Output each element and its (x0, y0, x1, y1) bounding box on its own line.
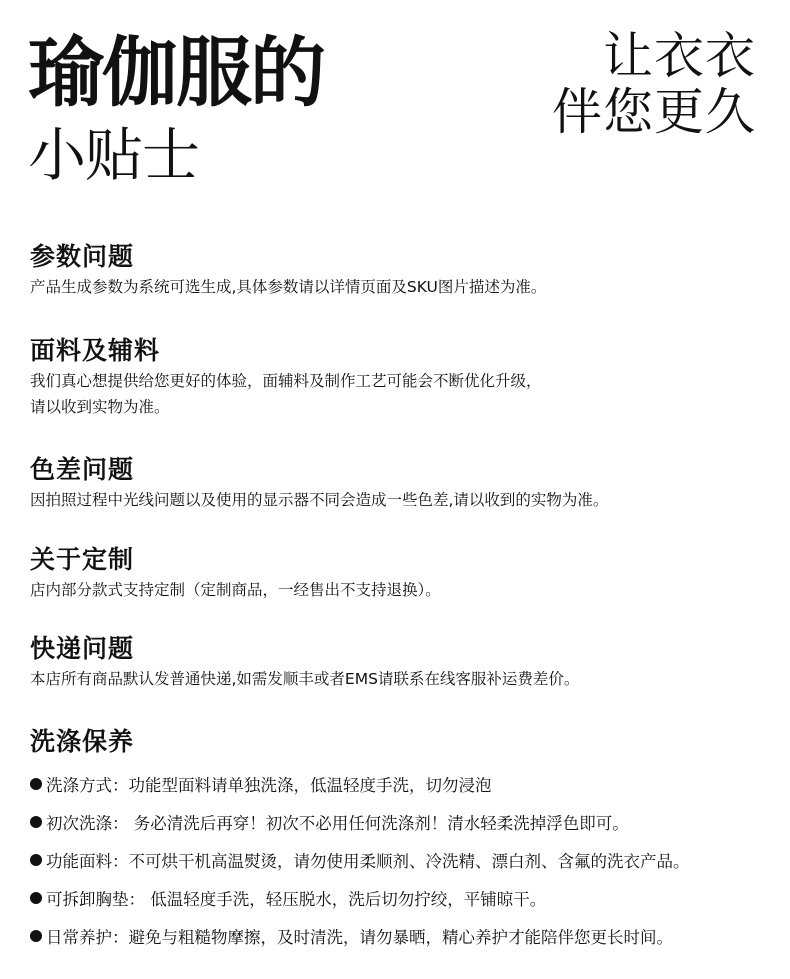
section-fabric (30, 334, 770, 420)
list-item (30, 803, 770, 841)
section-text: 本店所有商品默认发普通快递,如需发顺丰或者EMS请联系在线客服补运费差价。 (30, 670, 580, 688)
section-heading: 参数问题 (30, 242, 135, 271)
page-subtitle: 小贴士 (28, 121, 200, 189)
bullet-icon (30, 778, 42, 790)
section-customization (30, 543, 770, 603)
section-heading: 快递问题 (30, 634, 135, 663)
section-text: 店内部分款式支持定制（定制商品，一经售出不支持退换）。 (30, 581, 441, 599)
bullet-icon (30, 930, 42, 942)
section-parameters (30, 240, 770, 300)
bullet-icon (30, 892, 42, 904)
section-text: 请以收到实物为准。 (30, 398, 170, 416)
bullet-icon (30, 854, 42, 866)
care-list (30, 765, 770, 955)
care-item-text: 功能面料：不可烘干机高温熨烫，请勿使用柔顺剂、冷洗精、漂白剂、含氟的洗衣产品。 (46, 852, 690, 871)
section-text: 产品生成参数为系统可选生成,具体参数请以详情页面及SKU图片描述为准。 (30, 278, 547, 296)
section-heading: 关于定制 (30, 545, 135, 574)
section-heading: 洗涤保养 (30, 727, 135, 756)
list-item (30, 879, 770, 917)
care-item-text: 洗涤方式：功能型面料请单独洗涤，低温轻度手洗，切勿浸泡 (46, 776, 492, 795)
page-title: 瑜伽服的 (28, 28, 324, 117)
section-heading: 色差问题 (30, 455, 135, 484)
section-color-difference (30, 453, 770, 513)
list-item (30, 841, 770, 879)
section-heading: 面料及辅料 (30, 336, 161, 365)
section-shipping (30, 632, 770, 692)
section-text: 我们真心想提供给您更好的体验，面辅料及制作工艺可能会不断优化升级， (30, 372, 542, 390)
slogan-line-2: 伴您更久 (552, 83, 756, 141)
list-item (30, 765, 770, 803)
header (0, 0, 790, 230)
list-item (30, 917, 770, 955)
slogan-line-1: 让衣衣 (603, 27, 756, 85)
bullet-icon (30, 816, 42, 828)
slogan (552, 28, 756, 140)
section-text: 因拍照过程中光线问题以及使用的显示器不同会造成一些色差,请以收到的实物为准。 (30, 491, 609, 509)
care-item-text: 日常养护：避免与粗糙物摩擦，及时清洗，请勿暴晒，精心养护才能陪伴您更长时间。 (46, 928, 673, 947)
care-item-text: 初次洗涤： 务必清洗后再穿！初次不必用任何洗涤剂！清水轻柔洗掉浮色即可。 (46, 814, 629, 833)
section-care (30, 725, 770, 955)
care-item-text: 可拆卸胸垫： 低温轻度手洗，轻压脱水，洗后切勿拧绞，平铺晾干。 (46, 890, 547, 909)
